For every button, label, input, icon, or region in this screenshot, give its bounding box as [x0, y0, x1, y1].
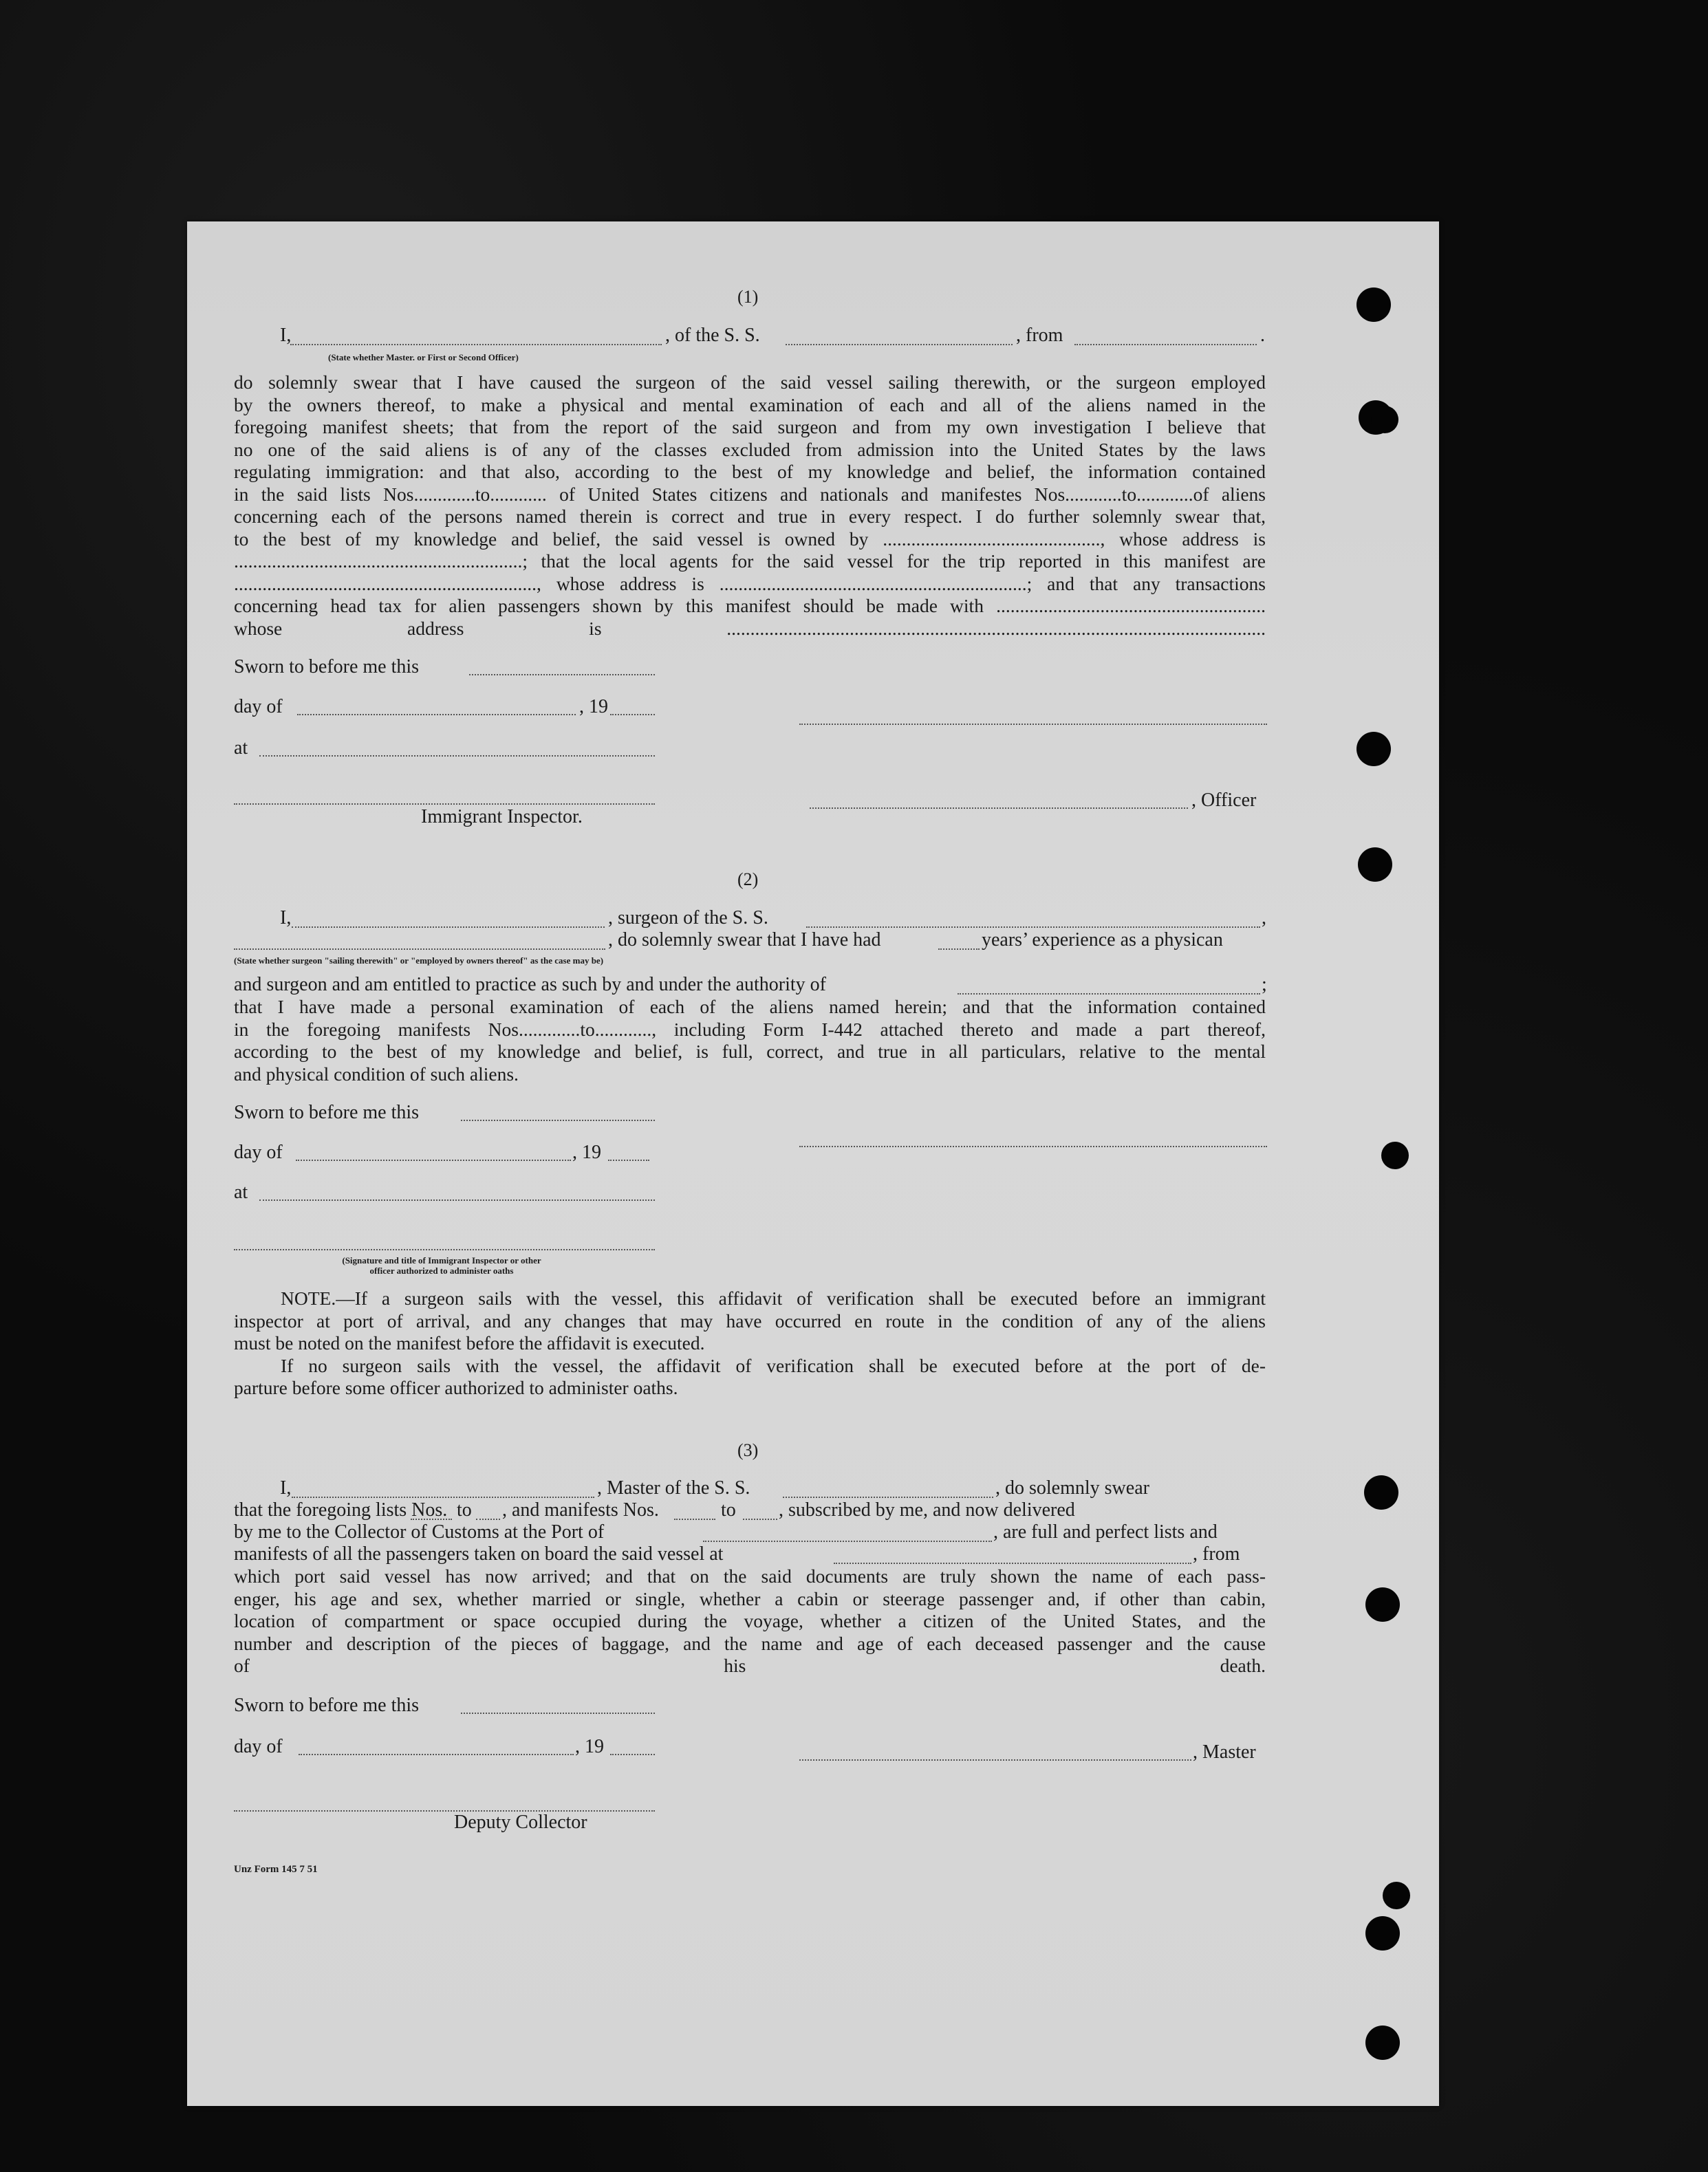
binder-hole — [1364, 1475, 1398, 1510]
s2-vessel-field[interactable] — [806, 926, 1260, 928]
binder-hole — [1358, 847, 1392, 882]
s3-lists-to-field[interactable] — [476, 1519, 500, 1520]
s2-swear-label: , do solemnly swear that I have had — [608, 929, 881, 951]
s3-year-label: , 19 — [575, 1736, 604, 1757]
s2-surgeon-hint: (State whether surgeon "sailing therewith" or "employed by owners thereof" as the case may be) — [234, 955, 604, 966]
s1-at-label: at — [234, 737, 248, 759]
s2-at-label: at — [234, 1182, 248, 1203]
s1-officer-hint: (State whether Master. or First or Second Officer) — [328, 352, 519, 362]
binder-hole — [1383, 1882, 1410, 1909]
s3-from-label: , from — [1193, 1543, 1240, 1565]
s3-day-field[interactable] — [299, 1754, 574, 1755]
s1-year-field[interactable] — [610, 714, 655, 715]
s3-subscribed-label: , subscribed by me, and now delivered — [779, 1499, 1075, 1521]
s3-deputy-label: Deputy Collector — [454, 1812, 587, 1833]
s1-officer-field[interactable] — [290, 344, 662, 345]
s2-day-of-label: day of — [234, 1142, 283, 1163]
s1-officer-label: , Officer — [1191, 790, 1257, 811]
s1-sworn-label: Sworn to before me this — [234, 656, 420, 677]
s3-vessel-field[interactable] — [783, 1497, 993, 1498]
s3-oath-paragraph: which port said vessel has now arrived; and that on the said documents are truly shown the name of each pass- enger, his age and sex, whether married or single, whether a cabin or steerage passenger and, if other than cabin, location of compartment or space occupied during the voyage, whether a citizen of the United States, and the number and description of the pieces of baggage, and the name and age of each deceased passenger and the cause of his death. — [234, 1565, 1266, 1676]
binder-hole — [1381, 1142, 1409, 1169]
s3-lists-label: that the foregoing lists Nos. — [234, 1499, 448, 1521]
section-3-number: (3) — [737, 1440, 759, 1460]
s2-signature-line[interactable] — [799, 1146, 1267, 1147]
s1-sworn-field[interactable] — [469, 674, 655, 675]
s3-year-field[interactable] — [610, 1754, 655, 1755]
s3-sworn-field[interactable] — [461, 1713, 655, 1714]
s2-inspector-line[interactable] — [234, 1249, 655, 1250]
s2-experience-label: years’ experience as a physican — [982, 929, 1223, 951]
s1-of-ss-label: , of the S. S. — [665, 325, 760, 346]
s3-manifests-to-field[interactable] — [743, 1519, 777, 1520]
s1-inspector-line[interactable] — [234, 803, 655, 805]
s2-day-field[interactable] — [296, 1160, 571, 1161]
s1-at-field[interactable] — [259, 755, 655, 757]
binder-hole — [1365, 2026, 1400, 2060]
affidavit-form-page — [187, 221, 1439, 2106]
form-number: Unz Form 145 7 51 — [234, 1864, 318, 1875]
s2-authority-field[interactable] — [958, 993, 1260, 995]
s1-day-of-label: day of — [234, 696, 283, 717]
s1-officer-sign-line[interactable] — [810, 807, 1188, 809]
s1-vessel-field[interactable] — [786, 344, 1013, 345]
s3-master-label: , Master — [1193, 1741, 1256, 1763]
s2-surgeon-type-field[interactable] — [234, 948, 605, 950]
section-1-number: (1) — [737, 287, 759, 307]
s3-manifests-from-field[interactable] — [674, 1519, 715, 1520]
s1-from-field[interactable] — [1074, 344, 1257, 345]
s2-oath-paragraph: that I have made a personal examination of each of the aliens named herein; and that the information contained in the foregoing manifests Nos.............to............, including Form I-442 attached thereto and made a part thereof, according to the best of my knowledge and belief, is full, correct, and true in all particulars, relative to the mental and physical condition of such aliens. — [234, 996, 1266, 1085]
binder-hole — [1356, 287, 1391, 322]
binder-hole — [1365, 1587, 1400, 1622]
s3-lists-from-field[interactable] — [411, 1519, 452, 1520]
s2-sworn-field[interactable] — [461, 1120, 655, 1121]
s2-year-label: , 19 — [572, 1142, 601, 1163]
s3-master-name-field[interactable] — [292, 1497, 594, 1498]
s3-deputy-line[interactable] — [234, 1810, 655, 1812]
s2-i-label: I, — [280, 907, 292, 928]
s3-port-field[interactable] — [703, 1541, 992, 1542]
s3-master-ss-label: , Master of the S. S. — [597, 1477, 750, 1499]
s2-inspector-hint: (Signature and title of Immigrant Inspector or other officer authorized to administer oaths — [342, 1255, 541, 1276]
s3-sworn-label: Sworn to before me this — [234, 1695, 420, 1716]
s3-to-label-1: to — [457, 1499, 472, 1521]
s1-signature-line[interactable] — [799, 724, 1267, 725]
s3-master-sign-line[interactable] — [799, 1759, 1191, 1761]
s1-period: . — [1260, 325, 1265, 346]
binder-hole — [1356, 732, 1391, 766]
s2-at-field[interactable] — [259, 1199, 655, 1201]
s2-sworn-label: Sworn to before me this — [234, 1102, 420, 1123]
s2-semicolon: ; — [1262, 974, 1267, 995]
s2-authority-label: and surgeon and am entitled to practice as such by and under the authority of — [234, 974, 826, 995]
s1-inspector-label: Immigrant Inspector. — [421, 806, 583, 827]
section-2-number: (2) — [737, 869, 759, 889]
s3-i-label: I, — [280, 1477, 292, 1499]
s1-i-label: I, — [280, 325, 292, 346]
s3-full-perfect-label: , are full and perfect lists and — [993, 1521, 1218, 1543]
s2-comma: , — [1262, 907, 1266, 928]
binder-hole — [1365, 1916, 1400, 1951]
s3-taken-at-field[interactable] — [834, 1563, 1191, 1564]
s2-year-field[interactable] — [608, 1160, 649, 1161]
note-paragraph: NOTE.—If a surgeon sails with the vessel, this affidavit of verification shall be executed before an immigrant inspector at port of arrival, and any changes that may have occurred en route in the condition of any of the aliens must be noted on the manifest before the affidavit is executed. If no surgeon sails with the vessel, the affidavit of verification shall be executed before at the port of de- parture before some officer authorized to administer oaths. — [234, 1288, 1266, 1398]
s3-manifests-all-label: manifests of all the passengers taken on board the said vessel at — [234, 1543, 724, 1565]
s1-oath-paragraph: do solemnly swear that I have caused the surgeon of the said vessel sailing therewith, or the surgeon employed by the owners thereof, to make a physical and mental examination of each and all of the aliens named in the foregoing manifest sheets; that from the report of the said surgeon and from my own investigation I believe that no one of the said aliens is of any of the classes excluded from admission into the United States by the laws regulating immigration: and that also, according to the best of my knowledge and belief, the information contained in the said lists Nos.............to............ of United States citizens and nationals and manifestes Nos............to............of aliens concerning each of the persons named therein is correct and true in every respect. I do further solemnly swear that, to the best of my knowledge and belief, the said vessel is owned by .............................................., whose address is .............................................................; that the local agents for the said vessel for the trip reported in this manifest are ................................................................, whose address is .................................................................; and that any transactions concerning head tax for alien passengers shown by this manifest should be made with ......................................................... whose address is .................................................................................................................. — [234, 371, 1266, 639]
s3-manifests-label: , and manifests Nos. — [502, 1499, 659, 1521]
s1-year-label: , 19 — [579, 696, 608, 717]
s2-years-field[interactable] — [938, 948, 980, 950]
s1-day-field[interactable] — [297, 714, 576, 715]
s3-collector-label: by me to the Collector of Customs at the Port of — [234, 1521, 605, 1543]
s1-from-label: , from — [1016, 325, 1063, 346]
s3-swear-label: , do solemnly swear — [995, 1477, 1149, 1499]
s3-to-label-2: to — [721, 1499, 736, 1521]
binder-hole — [1371, 406, 1398, 433]
s2-surgeon-ss-label: , surgeon of the S. S. — [608, 907, 768, 928]
s2-surgeon-name-field[interactable] — [292, 926, 605, 928]
s3-day-of-label: day of — [234, 1736, 283, 1757]
